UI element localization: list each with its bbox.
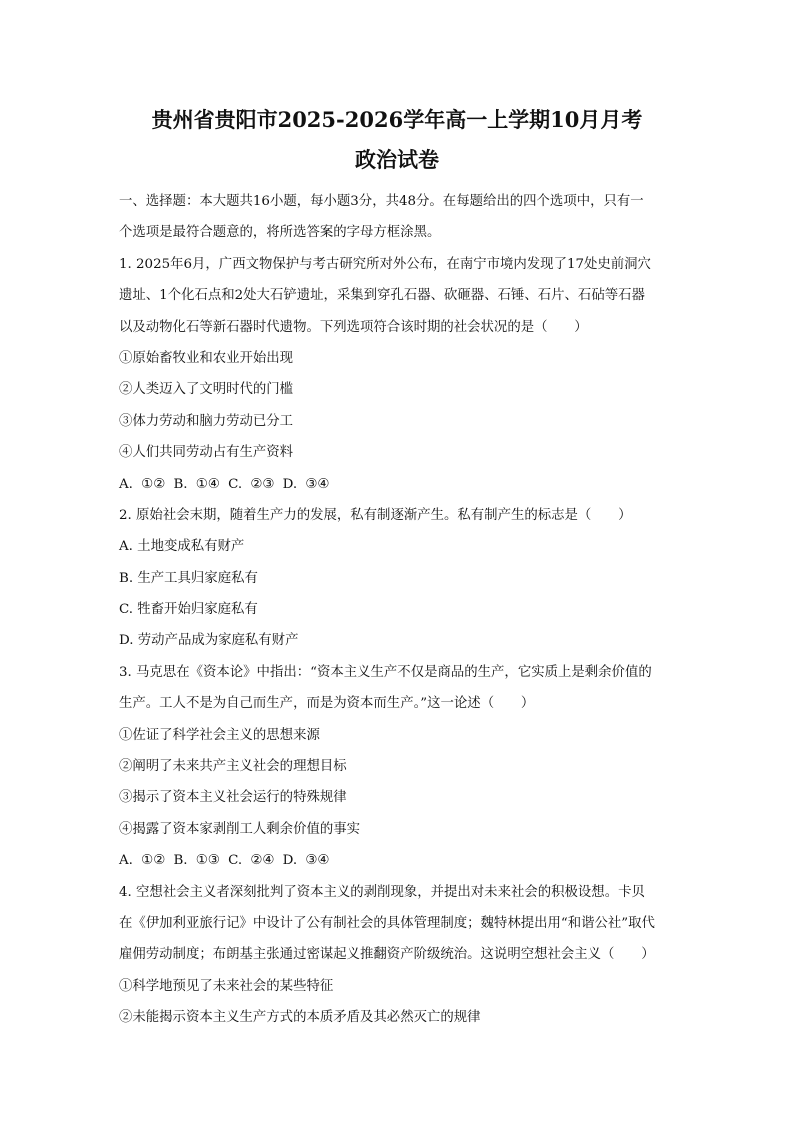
- statement-item: ④揭露了资本家剥削工人剩余价值的事实: [119, 821, 361, 837]
- question-stem: 以及动物化石等新石器时代遗物。下列选项符合该时期的社会状况的是（ ）: [119, 319, 588, 335]
- statement-item: ③揭示了资本主义社会运行的特殊规律: [119, 790, 347, 806]
- answer-options: A. ①② B. ①③ C. ②④ D. ③④: [119, 853, 330, 869]
- statement-item: ②阐明了未来共产主义社会的理想目标: [119, 759, 347, 775]
- answer-option: A. 土地变成私有财产: [119, 539, 245, 555]
- statement-item: ①原始畜牧业和农业开始出现: [119, 350, 294, 366]
- answer-option: C. 牲畜开始归家庭私有: [119, 602, 258, 618]
- question-stem: 1. 2025年6月，广西文物保护与考古研究所对外公布，在南宁市境内发现了17处史前洞穴: [119, 256, 651, 272]
- section-instruction: 个选项是最符合题意的，将所选答案的字母方框涂黑。: [119, 225, 441, 241]
- question-stem: 生产。工人不是为自己而生产，而是为资本而生产。”这一论述（ ）: [119, 696, 535, 712]
- question-stem: 在《伊加利亚旅行记》中设计了公有制社会的具体管理制度；魏特林提出用“和谐公社”取代: [119, 915, 655, 931]
- statement-item: ①佐证了科学社会主义的思想来源: [119, 727, 320, 743]
- exam-subtitle: 政治试卷: [355, 147, 439, 172]
- statement-item: ①科学地预见了未来社会的某些特征: [119, 978, 334, 994]
- question-stem: 3. 马克思在《资本论》中指出：“资本主义生产不仅是商品的生产，它实质上是剩余价值的: [119, 664, 652, 680]
- question-stem: 雇佣劳动制度；布朗基主张通过密谋起义推翻资产阶级统治。这说明空想社会主义（ ）: [119, 947, 655, 963]
- answer-options: A. ①② B. ①④ C. ②③ D. ③④: [119, 476, 330, 492]
- section-instruction: 一、选择题：本大题共16小题，每小题3分，共48分。在每题给出的四个选项中，只有一: [119, 194, 644, 209]
- answer-option: B. 生产工具归家庭私有: [119, 570, 258, 586]
- statement-item: ③体力劳动和脑力劳动已分工: [119, 413, 294, 429]
- answer-option: D. 劳动产品成为家庭私有财产: [119, 633, 299, 649]
- statement-item: ②人类迈入了文明时代的门槛: [119, 382, 294, 398]
- statement-item: ②未能揭示资本主义生产方式的本质矛盾及其必然灭亡的规律: [119, 1010, 481, 1026]
- exam-content: [119, 186, 681, 1034]
- statement-item: ④人们共同劳动占有生产资料: [119, 445, 294, 461]
- question-stem: 2. 原始社会末期，随着生产力的发展，私有制逐渐产生。私有制产生的标志是（ ）: [119, 507, 632, 523]
- question-stem: 遗址、1个化石点和2处大石铲遗址，采集到穿孔石器、砍砸器、石锤、石片、石砧等石器: [119, 288, 645, 304]
- exam-title: 贵州省贵阳市2025-2026学年高一上学期10月月考: [151, 107, 643, 132]
- question-stem: 4. 空想社会主义者深刻批判了资本主义的剥削现象，并提出对未来社会的积极设想。卡贝: [119, 884, 645, 900]
